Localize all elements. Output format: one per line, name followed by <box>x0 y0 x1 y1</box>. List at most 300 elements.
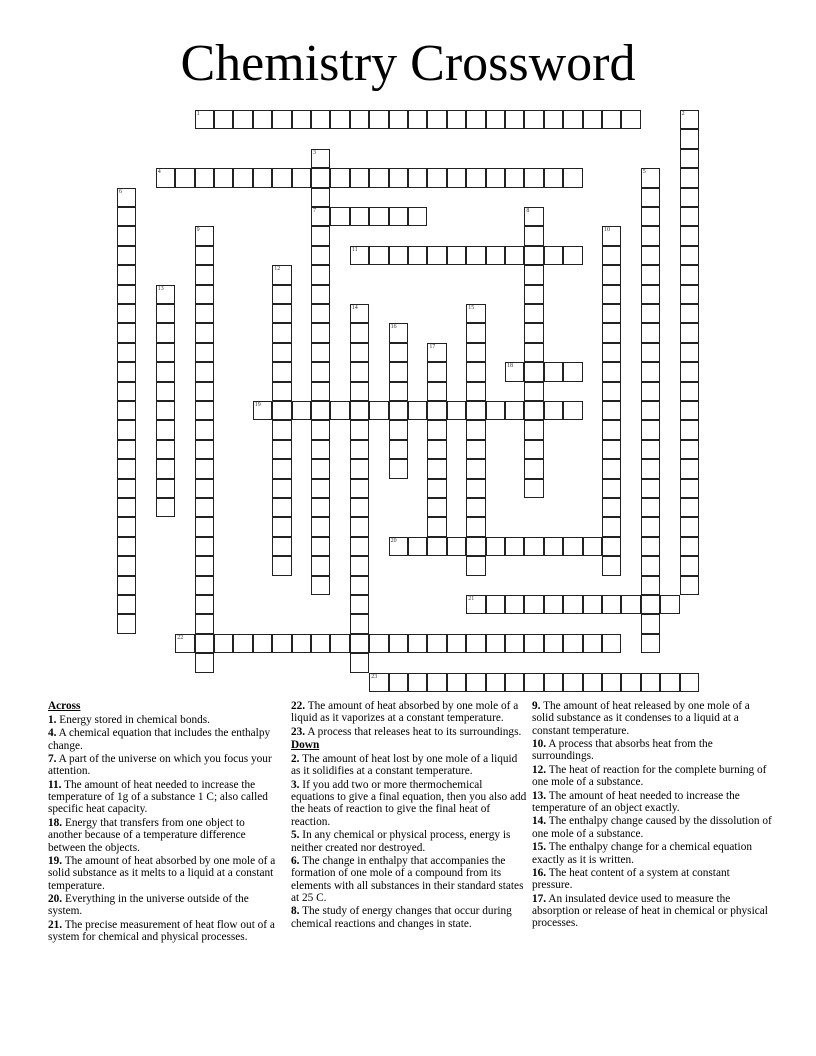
grid-cell[interactable] <box>272 634 291 653</box>
grid-cell[interactable] <box>563 246 582 265</box>
grid-cell[interactable] <box>389 168 408 187</box>
grid-cell[interactable] <box>369 207 388 226</box>
grid-cell[interactable] <box>195 246 214 265</box>
grid-cell[interactable] <box>272 479 291 498</box>
grid-cell[interactable] <box>195 537 214 556</box>
grid-cell[interactable] <box>641 188 660 207</box>
grid-cell[interactable] <box>466 537 485 556</box>
grid-cell[interactable] <box>350 537 369 556</box>
grid-cell[interactable] <box>408 168 427 187</box>
grid-cell[interactable] <box>272 343 291 362</box>
grid-cell[interactable] <box>680 517 699 536</box>
grid-cell[interactable] <box>389 673 408 692</box>
grid-cell[interactable] <box>602 420 621 439</box>
grid-cell[interactable] <box>544 246 563 265</box>
grid-cell[interactable] <box>641 168 660 187</box>
grid-cell[interactable] <box>117 517 136 536</box>
grid-cell[interactable] <box>641 382 660 401</box>
grid-cell[interactable] <box>195 323 214 342</box>
grid-cell[interactable] <box>117 479 136 498</box>
grid-cell[interactable] <box>272 168 291 187</box>
grid-cell[interactable] <box>621 110 640 129</box>
grid-cell[interactable] <box>311 537 330 556</box>
grid-cell[interactable] <box>505 401 524 420</box>
grid-cell[interactable] <box>544 673 563 692</box>
grid-cell[interactable] <box>156 420 175 439</box>
grid-cell[interactable] <box>330 168 349 187</box>
grid-cell[interactable] <box>350 576 369 595</box>
grid-cell[interactable] <box>195 556 214 575</box>
grid-cell[interactable] <box>292 110 311 129</box>
grid-cell[interactable] <box>486 595 505 614</box>
grid-cell[interactable] <box>680 265 699 284</box>
grid-cell[interactable] <box>602 110 621 129</box>
grid-cell[interactable] <box>466 440 485 459</box>
grid-cell[interactable] <box>292 401 311 420</box>
grid-cell[interactable] <box>389 110 408 129</box>
grid-cell[interactable] <box>602 246 621 265</box>
grid-cell[interactable] <box>389 246 408 265</box>
grid-cell[interactable] <box>680 537 699 556</box>
grid-cell[interactable] <box>680 304 699 323</box>
grid-cell[interactable] <box>544 110 563 129</box>
grid-cell[interactable] <box>408 110 427 129</box>
grid-cell[interactable] <box>524 420 543 439</box>
grid-cell[interactable] <box>350 323 369 342</box>
grid-cell[interactable] <box>350 614 369 633</box>
grid-cell[interactable] <box>680 498 699 517</box>
grid-cell[interactable] <box>369 401 388 420</box>
grid-cell[interactable] <box>389 634 408 653</box>
grid-cell[interactable] <box>330 634 349 653</box>
grid-cell[interactable] <box>156 285 175 304</box>
grid-cell[interactable] <box>369 673 388 692</box>
grid-cell[interactable] <box>524 110 543 129</box>
grid-cell[interactable] <box>466 517 485 536</box>
grid-cell[interactable] <box>680 362 699 381</box>
grid-cell[interactable] <box>253 110 272 129</box>
grid-cell[interactable] <box>602 498 621 517</box>
grid-cell[interactable] <box>427 479 446 498</box>
grid-cell[interactable] <box>350 207 369 226</box>
grid-cell[interactable] <box>389 323 408 342</box>
grid-cell[interactable] <box>311 188 330 207</box>
grid-cell[interactable] <box>602 440 621 459</box>
grid-cell[interactable] <box>641 498 660 517</box>
grid-cell[interactable] <box>602 634 621 653</box>
grid-cell[interactable] <box>602 673 621 692</box>
grid-cell[interactable] <box>311 265 330 284</box>
grid-cell[interactable] <box>563 595 582 614</box>
grid-cell[interactable] <box>156 498 175 517</box>
grid-cell[interactable] <box>427 362 446 381</box>
grid-cell[interactable] <box>195 168 214 187</box>
grid-cell[interactable] <box>427 634 446 653</box>
grid-cell[interactable] <box>272 110 291 129</box>
grid-cell[interactable] <box>195 362 214 381</box>
grid-cell[interactable] <box>602 226 621 245</box>
grid-cell[interactable] <box>563 537 582 556</box>
grid-cell[interactable] <box>350 246 369 265</box>
grid-cell[interactable] <box>311 149 330 168</box>
grid-cell[interactable] <box>486 537 505 556</box>
grid-cell[interactable] <box>680 401 699 420</box>
grid-cell[interactable] <box>311 440 330 459</box>
grid-cell[interactable] <box>311 285 330 304</box>
grid-cell[interactable] <box>524 246 543 265</box>
grid-cell[interactable] <box>350 459 369 478</box>
grid-cell[interactable] <box>466 498 485 517</box>
grid-cell[interactable] <box>195 634 214 653</box>
grid-cell[interactable] <box>272 556 291 575</box>
grid-cell[interactable] <box>660 595 679 614</box>
grid-cell[interactable] <box>350 634 369 653</box>
grid-cell[interactable] <box>389 537 408 556</box>
grid-cell[interactable] <box>524 285 543 304</box>
grid-cell[interactable] <box>350 517 369 536</box>
grid-cell[interactable] <box>680 673 699 692</box>
grid-cell[interactable] <box>505 362 524 381</box>
grid-cell[interactable] <box>389 420 408 439</box>
grid-cell[interactable] <box>408 207 427 226</box>
grid-cell[interactable] <box>641 207 660 226</box>
grid-cell[interactable] <box>524 459 543 478</box>
grid-cell[interactable] <box>505 168 524 187</box>
grid-cell[interactable] <box>311 362 330 381</box>
grid-cell[interactable] <box>311 634 330 653</box>
grid-cell[interactable] <box>505 634 524 653</box>
grid-cell[interactable] <box>369 634 388 653</box>
grid-cell[interactable] <box>680 246 699 265</box>
grid-cell[interactable] <box>117 265 136 284</box>
grid-cell[interactable] <box>350 498 369 517</box>
grid-cell[interactable] <box>641 401 660 420</box>
grid-cell[interactable] <box>427 420 446 439</box>
grid-cell[interactable] <box>602 304 621 323</box>
grid-cell[interactable] <box>117 323 136 342</box>
grid-cell[interactable] <box>602 479 621 498</box>
grid-cell[interactable] <box>350 110 369 129</box>
grid-cell[interactable] <box>641 343 660 362</box>
grid-cell[interactable] <box>524 343 543 362</box>
grid-cell[interactable] <box>602 556 621 575</box>
grid-cell[interactable] <box>544 634 563 653</box>
grid-cell[interactable] <box>389 343 408 362</box>
grid-cell[interactable] <box>311 517 330 536</box>
grid-cell[interactable] <box>272 323 291 342</box>
grid-cell[interactable] <box>641 323 660 342</box>
grid-cell[interactable] <box>233 110 252 129</box>
grid-cell[interactable] <box>602 362 621 381</box>
grid-cell[interactable] <box>583 110 602 129</box>
grid-cell[interactable] <box>389 459 408 478</box>
grid-cell[interactable] <box>563 168 582 187</box>
grid-cell[interactable] <box>602 459 621 478</box>
grid-cell[interactable] <box>641 479 660 498</box>
grid-cell[interactable] <box>466 304 485 323</box>
grid-cell[interactable] <box>195 226 214 245</box>
grid-cell[interactable] <box>641 420 660 439</box>
grid-cell[interactable] <box>311 556 330 575</box>
grid-cell[interactable] <box>272 459 291 478</box>
grid-cell[interactable] <box>486 246 505 265</box>
grid-cell[interactable] <box>272 304 291 323</box>
grid-cell[interactable] <box>214 110 233 129</box>
grid-cell[interactable] <box>680 382 699 401</box>
grid-cell[interactable] <box>680 459 699 478</box>
grid-cell[interactable] <box>117 420 136 439</box>
grid-cell[interactable] <box>583 673 602 692</box>
grid-cell[interactable] <box>427 440 446 459</box>
grid-cell[interactable] <box>117 362 136 381</box>
grid-cell[interactable] <box>427 517 446 536</box>
grid-cell[interactable] <box>389 401 408 420</box>
grid-cell[interactable] <box>621 595 640 614</box>
grid-cell[interactable] <box>156 362 175 381</box>
grid-cell[interactable] <box>680 226 699 245</box>
grid-cell[interactable] <box>195 285 214 304</box>
grid-cell[interactable] <box>447 110 466 129</box>
grid-cell[interactable] <box>195 614 214 633</box>
grid-cell[interactable] <box>486 673 505 692</box>
grid-cell[interactable] <box>272 285 291 304</box>
grid-cell[interactable] <box>427 168 446 187</box>
grid-cell[interactable] <box>641 556 660 575</box>
grid-cell[interactable] <box>427 673 446 692</box>
grid-cell[interactable] <box>486 168 505 187</box>
grid-cell[interactable] <box>524 168 543 187</box>
grid-cell[interactable] <box>117 226 136 245</box>
grid-cell[interactable] <box>544 362 563 381</box>
grid-cell[interactable] <box>195 479 214 498</box>
grid-cell[interactable] <box>563 401 582 420</box>
grid-cell[interactable] <box>641 265 660 284</box>
grid-cell[interactable] <box>524 479 543 498</box>
grid-cell[interactable] <box>427 343 446 362</box>
grid-cell[interactable] <box>330 110 349 129</box>
grid-cell[interactable] <box>524 595 543 614</box>
grid-cell[interactable] <box>563 110 582 129</box>
grid-cell[interactable] <box>466 673 485 692</box>
grid-cell[interactable] <box>195 595 214 614</box>
grid-cell[interactable] <box>602 595 621 614</box>
grid-cell[interactable] <box>156 479 175 498</box>
grid-cell[interactable] <box>427 498 446 517</box>
grid-cell[interactable] <box>583 595 602 614</box>
grid-cell[interactable] <box>524 537 543 556</box>
grid-cell[interactable] <box>117 537 136 556</box>
grid-cell[interactable] <box>427 382 446 401</box>
grid-cell[interactable] <box>311 576 330 595</box>
grid-cell[interactable] <box>195 576 214 595</box>
grid-cell[interactable] <box>544 168 563 187</box>
grid-cell[interactable] <box>408 246 427 265</box>
grid-cell[interactable] <box>602 343 621 362</box>
grid-cell[interactable] <box>680 110 699 129</box>
grid-cell[interactable] <box>214 634 233 653</box>
grid-cell[interactable] <box>272 401 291 420</box>
grid-cell[interactable] <box>156 343 175 362</box>
grid-cell[interactable] <box>466 634 485 653</box>
grid-cell[interactable] <box>272 382 291 401</box>
grid-cell[interactable] <box>641 595 660 614</box>
grid-cell[interactable] <box>583 634 602 653</box>
grid-cell[interactable] <box>505 595 524 614</box>
grid-cell[interactable] <box>563 634 582 653</box>
grid-cell[interactable] <box>272 517 291 536</box>
grid-cell[interactable] <box>350 479 369 498</box>
grid-cell[interactable] <box>233 634 252 653</box>
grid-cell[interactable] <box>311 323 330 342</box>
grid-cell[interactable] <box>427 537 446 556</box>
grid-cell[interactable] <box>117 556 136 575</box>
grid-cell[interactable] <box>680 168 699 187</box>
grid-cell[interactable] <box>466 110 485 129</box>
grid-cell[interactable] <box>447 168 466 187</box>
grid-cell[interactable] <box>156 168 175 187</box>
grid-cell[interactable] <box>369 246 388 265</box>
grid-cell[interactable] <box>524 265 543 284</box>
grid-cell[interactable] <box>466 401 485 420</box>
grid-cell[interactable] <box>544 401 563 420</box>
grid-cell[interactable] <box>253 634 272 653</box>
grid-cell[interactable] <box>311 246 330 265</box>
grid-cell[interactable] <box>427 246 446 265</box>
grid-cell[interactable] <box>680 343 699 362</box>
grid-cell[interactable] <box>466 343 485 362</box>
grid-cell[interactable] <box>563 362 582 381</box>
grid-cell[interactable] <box>117 459 136 478</box>
grid-cell[interactable] <box>447 246 466 265</box>
grid-cell[interactable] <box>214 168 233 187</box>
grid-cell[interactable] <box>350 440 369 459</box>
grid-cell[interactable] <box>117 304 136 323</box>
grid-cell[interactable] <box>117 595 136 614</box>
grid-cell[interactable] <box>447 634 466 653</box>
grid-cell[interactable] <box>272 362 291 381</box>
grid-cell[interactable] <box>408 673 427 692</box>
grid-cell[interactable] <box>621 673 640 692</box>
grid-cell[interactable] <box>524 673 543 692</box>
grid-cell[interactable] <box>680 129 699 148</box>
grid-cell[interactable] <box>427 401 446 420</box>
grid-cell[interactable] <box>195 420 214 439</box>
grid-cell[interactable] <box>466 323 485 342</box>
grid-cell[interactable] <box>680 323 699 342</box>
grid-cell[interactable] <box>602 517 621 536</box>
grid-cell[interactable] <box>311 420 330 439</box>
grid-cell[interactable] <box>350 382 369 401</box>
grid-cell[interactable] <box>641 362 660 381</box>
grid-cell[interactable] <box>641 634 660 653</box>
grid-cell[interactable] <box>272 420 291 439</box>
grid-cell[interactable] <box>350 420 369 439</box>
grid-cell[interactable] <box>156 304 175 323</box>
grid-cell[interactable] <box>680 188 699 207</box>
grid-cell[interactable] <box>350 401 369 420</box>
grid-cell[interactable] <box>311 401 330 420</box>
grid-cell[interactable] <box>680 440 699 459</box>
grid-cell[interactable] <box>447 401 466 420</box>
grid-cell[interactable] <box>156 440 175 459</box>
grid-cell[interactable] <box>350 556 369 575</box>
grid-cell[interactable] <box>641 673 660 692</box>
grid-cell[interactable] <box>447 673 466 692</box>
grid-cell[interactable] <box>389 207 408 226</box>
grid-cell[interactable] <box>408 634 427 653</box>
grid-cell[interactable] <box>680 420 699 439</box>
grid-cell[interactable] <box>505 537 524 556</box>
grid-cell[interactable] <box>466 382 485 401</box>
grid-cell[interactable] <box>311 343 330 362</box>
grid-cell[interactable] <box>641 576 660 595</box>
grid-cell[interactable] <box>389 440 408 459</box>
grid-cell[interactable] <box>156 382 175 401</box>
grid-cell[interactable] <box>660 673 679 692</box>
grid-cell[interactable] <box>447 537 466 556</box>
grid-cell[interactable] <box>486 110 505 129</box>
grid-cell[interactable] <box>466 362 485 381</box>
grid-cell[interactable] <box>350 362 369 381</box>
grid-cell[interactable] <box>311 226 330 245</box>
grid-cell[interactable] <box>505 246 524 265</box>
grid-cell[interactable] <box>466 246 485 265</box>
grid-cell[interactable] <box>641 246 660 265</box>
grid-cell[interactable] <box>330 401 349 420</box>
grid-cell[interactable] <box>311 110 330 129</box>
grid-cell[interactable] <box>195 498 214 517</box>
grid-cell[interactable] <box>311 168 330 187</box>
grid-cell[interactable] <box>311 207 330 226</box>
grid-cell[interactable] <box>369 168 388 187</box>
grid-cell[interactable] <box>195 382 214 401</box>
grid-cell[interactable] <box>156 323 175 342</box>
grid-cell[interactable] <box>175 634 194 653</box>
grid-cell[interactable] <box>466 479 485 498</box>
grid-cell[interactable] <box>350 304 369 323</box>
grid-cell[interactable] <box>350 168 369 187</box>
grid-cell[interactable] <box>505 110 524 129</box>
grid-cell[interactable] <box>195 459 214 478</box>
grid-cell[interactable] <box>156 459 175 478</box>
grid-cell[interactable] <box>602 382 621 401</box>
grid-cell[interactable] <box>292 168 311 187</box>
grid-cell[interactable] <box>233 168 252 187</box>
grid-cell[interactable] <box>641 304 660 323</box>
grid-cell[interactable] <box>389 362 408 381</box>
grid-cell[interactable] <box>524 382 543 401</box>
grid-cell[interactable] <box>544 595 563 614</box>
grid-cell[interactable] <box>195 401 214 420</box>
grid-cell[interactable] <box>427 110 446 129</box>
grid-cell[interactable] <box>350 595 369 614</box>
grid-cell[interactable] <box>583 537 602 556</box>
grid-cell[interactable] <box>272 537 291 556</box>
grid-cell[interactable] <box>641 440 660 459</box>
grid-cell[interactable] <box>408 537 427 556</box>
grid-cell[interactable] <box>117 576 136 595</box>
grid-cell[interactable] <box>117 382 136 401</box>
grid-cell[interactable] <box>195 653 214 672</box>
grid-cell[interactable] <box>680 576 699 595</box>
grid-cell[interactable] <box>253 401 272 420</box>
grid-cell[interactable] <box>175 168 194 187</box>
grid-cell[interactable] <box>195 110 214 129</box>
grid-cell[interactable] <box>486 401 505 420</box>
grid-cell[interactable] <box>680 479 699 498</box>
grid-cell[interactable] <box>466 595 485 614</box>
grid-cell[interactable] <box>195 304 214 323</box>
